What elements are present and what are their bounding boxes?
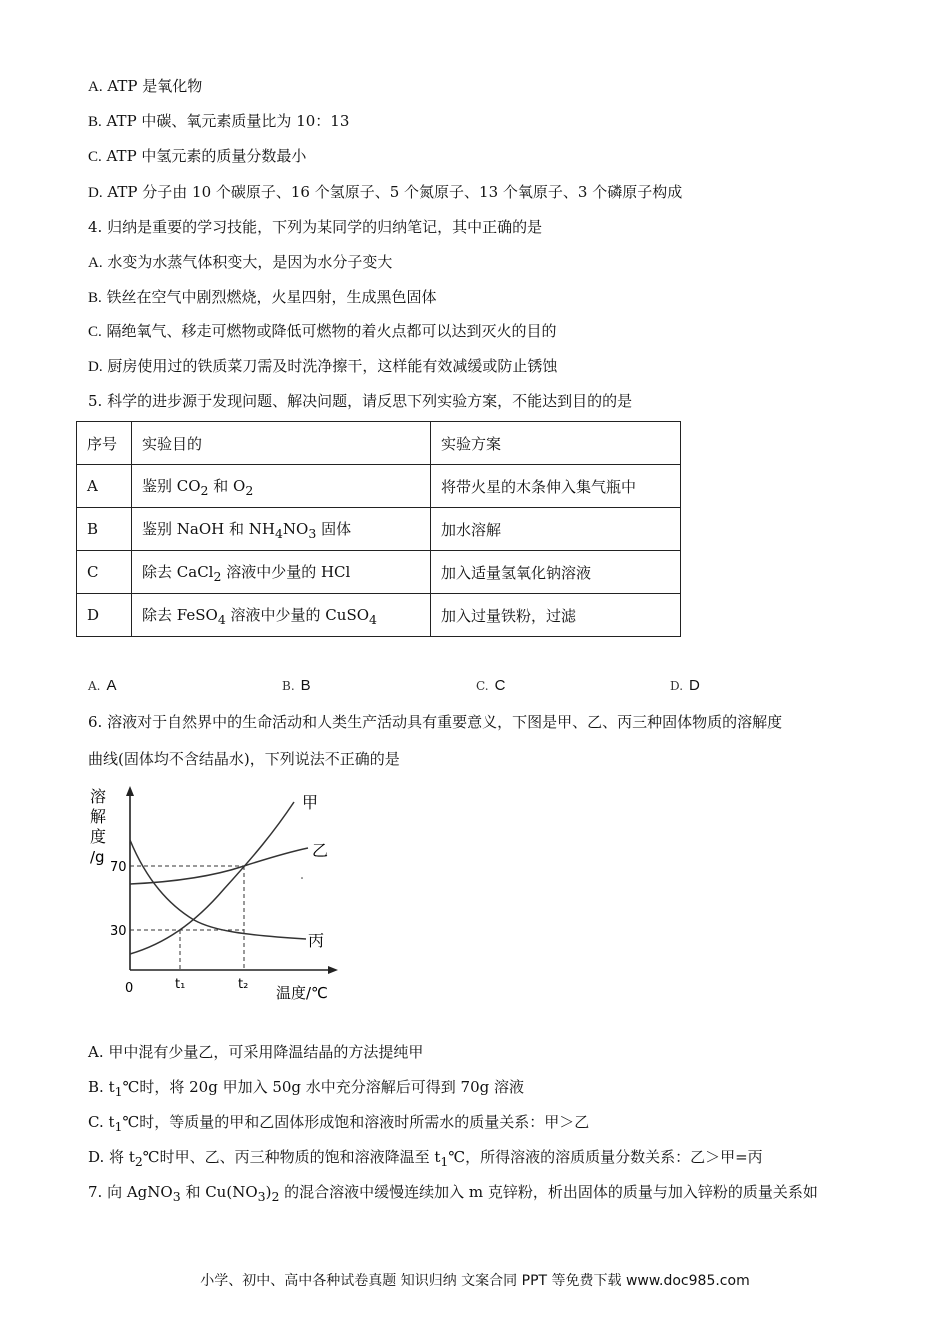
- row-purpose: 除去 CaCl$_2$ 溶液中少量的 HCl: [132, 551, 431, 594]
- stray-dot: [301, 877, 303, 879]
- q5-answer-d: D. D: [670, 677, 700, 694]
- q7-stem: 7. 向 AgNO$_3$ 和 $Cu(NO_3)_2$ 的混合溶液中缓慢连续加入 m 克锌粉，析出固体的质量与加入锌粉的质量关系如: [88, 1183, 818, 1204]
- row-plan: 加入适量氢氧化钠溶液: [431, 551, 681, 594]
- q3-option-b: B. ATP 中碳、氧元素质量比为 10：13: [88, 112, 350, 130]
- x-axis-arrow: [328, 966, 338, 974]
- curve-label-bing: 丙: [308, 931, 325, 950]
- q5-answer-c: C. C: [476, 677, 506, 694]
- row-id: C: [77, 551, 132, 594]
- table-row: [77, 465, 681, 508]
- q4-stem: 4. 归纳是重要的学习技能，下列为某同学的归纳笔记，其中正确的是: [88, 218, 543, 236]
- row-plan: 加水溶解: [431, 508, 681, 551]
- solubility-curve-graph: [84, 784, 354, 1004]
- curve-yi: [130, 848, 308, 884]
- curve-label-yi: 乙: [312, 841, 329, 860]
- q4-option-c: C. 隔绝氧气、移走可燃物或降低可燃物的着火点都可以达到灭火的目的: [88, 322, 557, 340]
- x-axis-label: 温度/℃: [276, 984, 328, 1002]
- q3-option-a: A. ATP 是氧化物: [88, 77, 203, 95]
- y-axis-label-char: 解: [90, 807, 107, 826]
- q6-option-d: D. 将 $t_2℃$时甲、乙、丙三种物质的饱和溶液降温至 $t_1℃$，所得溶液的溶质质量分数关系：乙＞甲=丙: [88, 1148, 763, 1169]
- q6-option-a: A. 甲中混有少量乙，可采用降温结晶的方法提纯甲: [88, 1043, 424, 1061]
- row-id: A: [77, 465, 132, 508]
- row-purpose: 鉴别 $CO_2$ 和 $O_2$: [132, 465, 431, 508]
- q5-answer-a: A. A: [88, 677, 117, 694]
- q6-option-b: B. $t_1℃$时，将 20g 甲加入 50g 水中充分溶解后可得到 70g 溶液: [88, 1078, 525, 1099]
- table-header: 实验方案: [431, 422, 681, 465]
- q3-option-d: D. ATP 分子由 10 个碳原子、16 个氢原子、5 个氮原子、13 个氧原子、3 个磷原子构成: [88, 183, 683, 201]
- row-id: D: [77, 594, 132, 637]
- page-footer: 小学、初中、高中各种试卷真题 知识归纳 文案合同 PPT 等免费下载 www.doc985.com: [200, 1273, 750, 1289]
- y-tick-30: 30: [110, 924, 127, 939]
- row-purpose: 鉴别 NaOH 和 $NH_4NO_3$ 固体: [132, 508, 431, 551]
- x-tick-t1: t₁: [175, 977, 186, 992]
- q6-stem-line2: 曲线(固体均不含结晶水)，下列说法不正确的是: [88, 750, 400, 768]
- y-axis-label-char: 溶: [90, 787, 107, 806]
- q4-option-d: D. 厨房使用过的铁质菜刀需及时洗净擦干，这样能有效减缓或防止锈蚀: [88, 357, 558, 375]
- q5-stem: 5. 科学的进步源于发现问题、解决问题，请反思下列实验方案，不能达到目的的是: [88, 392, 633, 410]
- row-purpose: 除去 FeSO$_4$ 溶液中少量的 CuSO$_4$: [132, 594, 431, 637]
- q6-option-c: C. $t_1℃$时，等质量的甲和乙固体形成饱和溶液时所需水的质量关系：甲＞乙: [88, 1113, 590, 1134]
- row-plan: 将带火星的木条伸入集气瓶中: [431, 465, 681, 508]
- table-row: [77, 551, 681, 594]
- y-tick-70: 70: [110, 860, 127, 875]
- table-header-row: [77, 422, 681, 465]
- y-axis-arrow: [126, 786, 134, 796]
- row-id: B: [77, 508, 132, 551]
- curve-label-jia: 甲: [302, 793, 319, 812]
- y-axis-label-char: 度: [90, 827, 107, 846]
- row-plan: 加入过量铁粉，过滤: [431, 594, 681, 637]
- q4-option-b: B. 铁丝在空气中剧烈燃烧，火星四射，生成黑色固体: [88, 288, 437, 306]
- experiment-table: [76, 421, 681, 637]
- table-header: 序号: [77, 422, 132, 465]
- q3-option-c: C. ATP 中氢元素的质量分数最小: [88, 147, 307, 165]
- q4-option-a: A. 水变为水蒸气体积变大，是因为水分子变大: [88, 253, 393, 271]
- y-axis-label-char: /g: [90, 848, 105, 866]
- q6-stem-line1: 6. 溶液对于自然界中的生命活动和人类生产活动具有重要意义，下图是甲、乙、丙三种固体物质的溶解度: [88, 713, 783, 731]
- table-row: [77, 594, 681, 637]
- table-row: [77, 508, 681, 551]
- x-tick-t2: t₂: [238, 977, 249, 992]
- x-origin: 0: [125, 981, 134, 996]
- table-header: 实验目的: [132, 422, 431, 465]
- q5-answer-b: B. B: [282, 677, 311, 694]
- curve-jia: [130, 802, 294, 954]
